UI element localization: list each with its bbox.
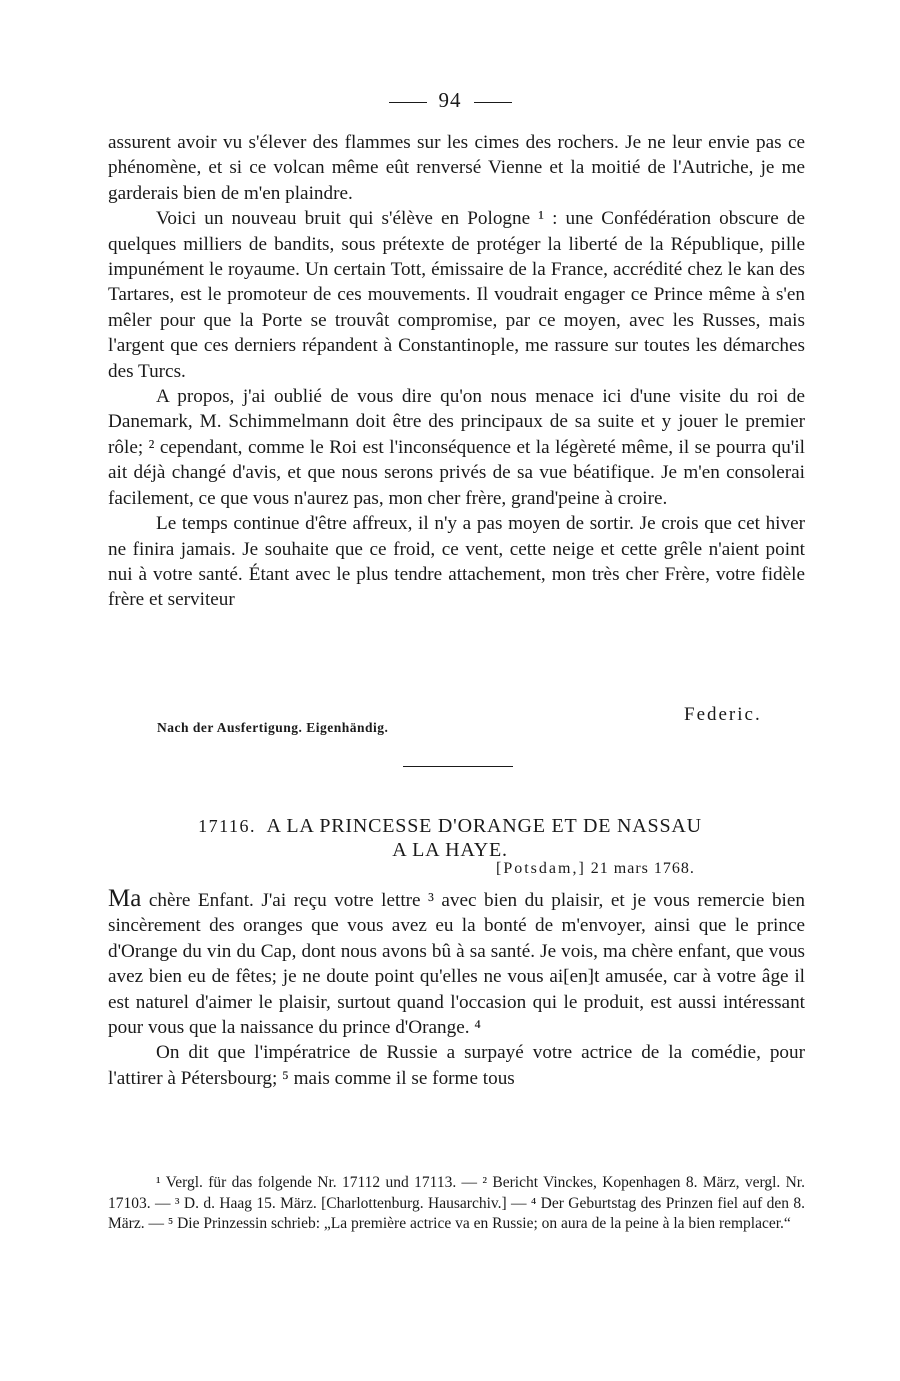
- source-note: Nach der Ausfertigung. Eigenhändig.: [157, 720, 389, 735]
- opening-capital: Ma: [108, 885, 142, 912]
- date-value: 21 mars 1768.: [590, 860, 695, 877]
- page-number: [0, 88, 900, 113]
- section-separator: [403, 766, 513, 767]
- page-number-dash-right: [474, 102, 512, 103]
- signature: Federic.: [684, 704, 762, 725]
- footnotes: [108, 1173, 805, 1235]
- new-letter-body: [108, 886, 805, 1091]
- letter-continuation: [108, 130, 805, 613]
- letter-recipient: A LA PRINCESSE D'ORANGE ET DE NASSAU: [266, 815, 702, 837]
- letter-heading: [0, 814, 900, 862]
- page-number-text: 94: [438, 88, 462, 112]
- paragraph-text: chère Enfant. J'ai reçu votre lettre ³ avec bien du plaisir, et je vous remercie bien sincèrement des oranges que vous avez eu la bonté de m'envoyer, ainsi que le prince d'Orange du vin du Cap, dont nous avons bû à sa santé. Je vois, ma chère enfant, que vous avez bien eu de fêtes; je ne doute point qu'elles ne vous ai[en]t amusée, car à votre âge il est naturel d'aimer le plaisir, surtout quand l'occasion qui le produit, est aussi intéressant pour vous que la naissance du prince d'Orange. ⁴: [108, 890, 805, 1039]
- letter-heading-line2: A LA HAYE.: [392, 839, 508, 861]
- dateline: [496, 860, 695, 878]
- paragraph: On dit que l'impératrice de Russie a surpayé votre actrice de la comédie, pour l'attirer à Pétersbourg; ⁵ mais comme il se forme tous: [108, 1042, 805, 1089]
- date-place: [Potsdam,]: [496, 860, 586, 877]
- page-number-dash-left: [389, 102, 427, 103]
- paragraph: [108, 886, 805, 1040]
- letter-heading-line1: [0, 814, 900, 838]
- paragraph: Le temps continue d'être affreux, il n'y a pas moyen de sortir. Je crois que cet hiver ne finira jamais. Je souhaite que ce froid, ce vent, cette neige et cette grêle n'aient point nui à votre santé. Étant avec le plus tendre attachement, mon très cher Frère, votre fidèle frère et serviteur: [108, 513, 805, 611]
- footnote-text: ¹ Vergl. für das folgende Nr. 17112 und 17113. — ² Bericht Vinckes, Kopenhagen 8. März, vergl. Nr. 17103. — ³ D. d. Haag 15. März. [Charlottenburg. Hausarchiv.] — ⁴ Der Geburtstag des Prinzen fiel auf den 8. März. — ⁵ Die Prinzessin schrieb: „La première actrice va en Russie; on aura de la peine à la bien remplacer.“: [108, 1174, 805, 1232]
- letter-number: 17116.: [198, 816, 256, 836]
- paragraph: Voici un nouveau bruit qui s'élève en Pologne ¹ : une Confédération obscure de quelques milliers de bandits, sous prétexte de protéger la liberté de la République, pille impunément le royaume. Un certain Tott, émissaire de la France, accrédité chez le kan des Tartares, est le promoteur de ces mouvements. Il voudrait engager ce Prince même à s'en mêler pour que la Porte se trouvât compromise, par ce moyen, avec les Russes, mais l'argent que ces derniers répandent à Constantinople, me rassure sur toutes les démarches des Turcs.: [108, 208, 805, 382]
- paragraph: assurent avoir vu s'élever des flammes sur les cimes des rochers. Je ne leur envie pas ce phénomène, et si ce volcan même eût renversé Vienne et la moitié de l'Autriche, je me garderais bien de m'en plaindre.: [108, 132, 805, 204]
- paragraph: A propos, j'ai oublié de vous dire qu'on nous menace ici d'une visite du roi de Danemark, M. Schimmelmann doit être des principaux de sa suite et y jouer le premier rôle; ² cependant, comme le Roi est l'inconséquence et la légèreté même, il se pourra qu'il ait déjà changé d'avis, et que nous serons privés de sa vue béatifique. Je m'en consolerai facilement, ce que vous n'aurez pas, mon cher frère, grand'peine à croire.: [108, 386, 805, 509]
